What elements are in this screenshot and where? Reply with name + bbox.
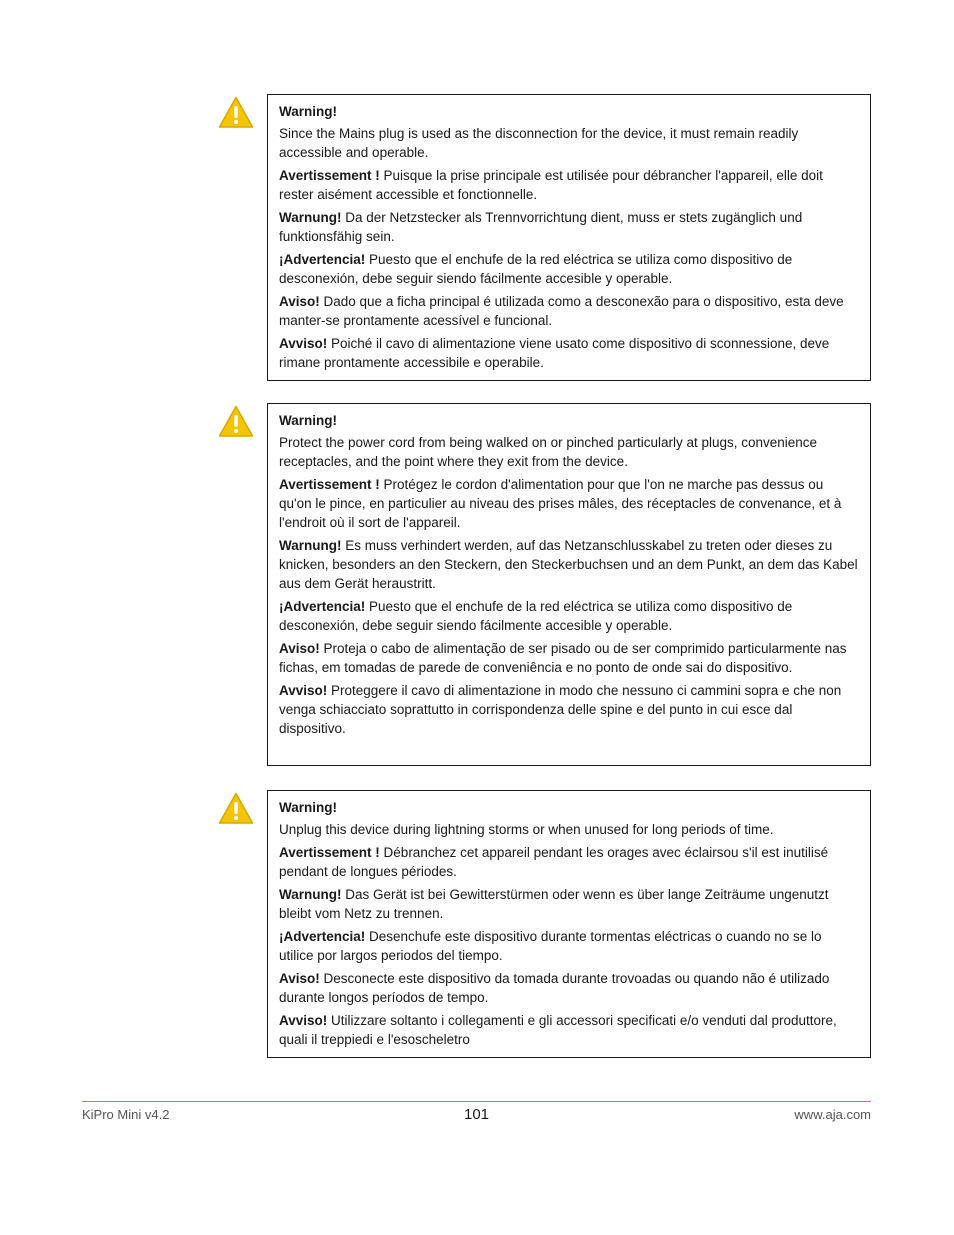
warning-triangle-icon	[218, 792, 254, 825]
warning-triangle-icon	[218, 96, 254, 129]
warning-body-de	[279, 536, 859, 593]
warning-body-es	[279, 927, 859, 965]
text-de: Es muss verhindert werden, auf das Netzanschlusskabel zu treten oder dieses zu knicken, besonders an den Steckern, den Steckerbuchsen und an dem Punkt, an dem das Kabel aus dem Gerät heraustritt.	[279, 538, 858, 591]
label-it: Avviso!	[279, 683, 328, 698]
label-it: Avviso!	[279, 336, 328, 351]
text-de: Das Gerät ist bei Gewitterstürmen oder wenn es über lange Zeiträume ungenutzt bleibt vom Netz zu trennen.	[279, 887, 829, 921]
warning-block-mains-plug	[218, 94, 871, 381]
page-number: 101	[464, 1106, 490, 1123]
warning-body-de	[279, 208, 859, 246]
warning-body-es	[279, 597, 859, 635]
warning-body-pt	[279, 639, 859, 677]
text-pt: Dado que a ficha principal é utilizada como a desconexão para o dispositivo, esta deve manter-se prontamente acessível e funcional.	[279, 294, 844, 328]
warning-body-it	[279, 334, 859, 372]
warning-title: Warning!	[279, 413, 337, 428]
warning-triangle-icon	[218, 405, 254, 438]
warning-body-it	[279, 1011, 859, 1049]
footer-website: www.aja.com	[794, 1107, 871, 1122]
warning-box	[267, 94, 871, 381]
warning-block-lightning	[218, 790, 871, 1058]
label-pt: Aviso!	[279, 294, 320, 309]
label-es: ¡Advertencia!	[279, 929, 366, 944]
warning-title: Warning!	[279, 104, 337, 119]
warning-title: Warning!	[279, 800, 337, 815]
text-de: Da der Netzstecker als Trennvorrichtung dient, muss er stets zugänglich und funktionsfähig sein.	[279, 210, 803, 244]
warning-body-es	[279, 250, 859, 288]
text-it: Utilizzare soltanto i collegamenti e gli accessori specificati e/o venduti dal produttore, quali il treppiedi e l'esoscheletro	[279, 1013, 837, 1047]
label-pt: Aviso!	[279, 971, 320, 986]
label-de: Warnung!	[279, 887, 342, 902]
warning-body-en: Protect the power cord from being walked on or pinched particularly at plugs, convenience receptacles, and the point where they exit from the device.	[279, 435, 818, 469]
warning-body-de	[279, 885, 859, 923]
warning-body-en: Unplug this device during lightning storms or when unused for long periods of time.	[279, 822, 774, 837]
warning-body-it	[279, 681, 859, 738]
text-it: Proteggere il cavo di alimentazione in modo che nessuno ci cammini sopra e che non venga schiacciato soprattutto in corrispondenza delle spine e del punto in cui esce dal dispositivo.	[279, 683, 842, 736]
warning-body-pt	[279, 292, 859, 330]
text-fr: Puisque la prise principale est utilisée pour débrancher l'appareil, elle doit rester aisément accessible et fonctionnelle.	[279, 168, 823, 202]
text-pt: Proteja o cabo de alimentação de ser pisado ou de ser comprimido particularmente nas fichas, em tomadas de parede de conveniência e no ponto de onde sai do dispositivo.	[279, 641, 847, 675]
label-es: ¡Advertencia!	[279, 252, 366, 267]
text-pt: Desconecte este dispositivo da tomada durante trovoadas ou quando não é utilizado durante longos períodos de tempo.	[279, 971, 830, 1005]
warning-box	[267, 790, 871, 1058]
label-de: Warnung!	[279, 538, 342, 553]
label-es: ¡Advertencia!	[279, 599, 366, 614]
label-fr: Avertissement !	[279, 477, 380, 492]
text-es: Desenchufe este dispositivo durante tormentas eléctricas o cuando no se lo utilice por largos periodos del tiempo.	[279, 929, 822, 963]
label-it: Avviso!	[279, 1013, 328, 1028]
warning-body-fr	[279, 843, 859, 881]
text-fr: Protégez le cordon d'alimentation pour que l'on ne marche pas dessus ou qu'on le pince, en particulier au niveau des prises mâles, des réceptacles de convenance, et à l'endroit où il sort de l'appareil.	[279, 477, 842, 530]
label-fr: Avertissement !	[279, 845, 380, 860]
warning-box	[267, 403, 871, 766]
text-it: Poiché il cavo di alimentazione viene usato come dispositivo di sconnessione, deve rimane prontamente accessibile e operabile.	[279, 336, 830, 370]
label-de: Warnung!	[279, 210, 342, 225]
warning-body-fr	[279, 475, 859, 532]
text-es: Puesto que el enchufe de la red eléctrica se utiliza como dispositivo de desconexión, debe seguir siendo fácilmente accesible y operable.	[279, 252, 793, 286]
warning-body-en: Since the Mains plug is used as the disconnection for the device, it must remain readily accessible and operable.	[279, 126, 799, 160]
warning-body-pt	[279, 969, 859, 1007]
footer-rule	[82, 1101, 871, 1102]
warning-block-power-cord	[218, 403, 871, 766]
warning-body-fr	[279, 166, 859, 204]
label-fr: Avertissement !	[279, 168, 380, 183]
text-fr: Débranchez cet appareil pendant les orages avec éclairsou s'il est inutilisé pendant de longues périodes.	[279, 845, 829, 879]
footer-product-version: KiPro Mini v4.2	[82, 1107, 170, 1122]
text-es: Puesto que el enchufe de la red eléctrica se utiliza como dispositivo de desconexión, debe seguir siendo fácilmente accesible y operable.	[279, 599, 793, 633]
label-pt: Aviso!	[279, 641, 320, 656]
